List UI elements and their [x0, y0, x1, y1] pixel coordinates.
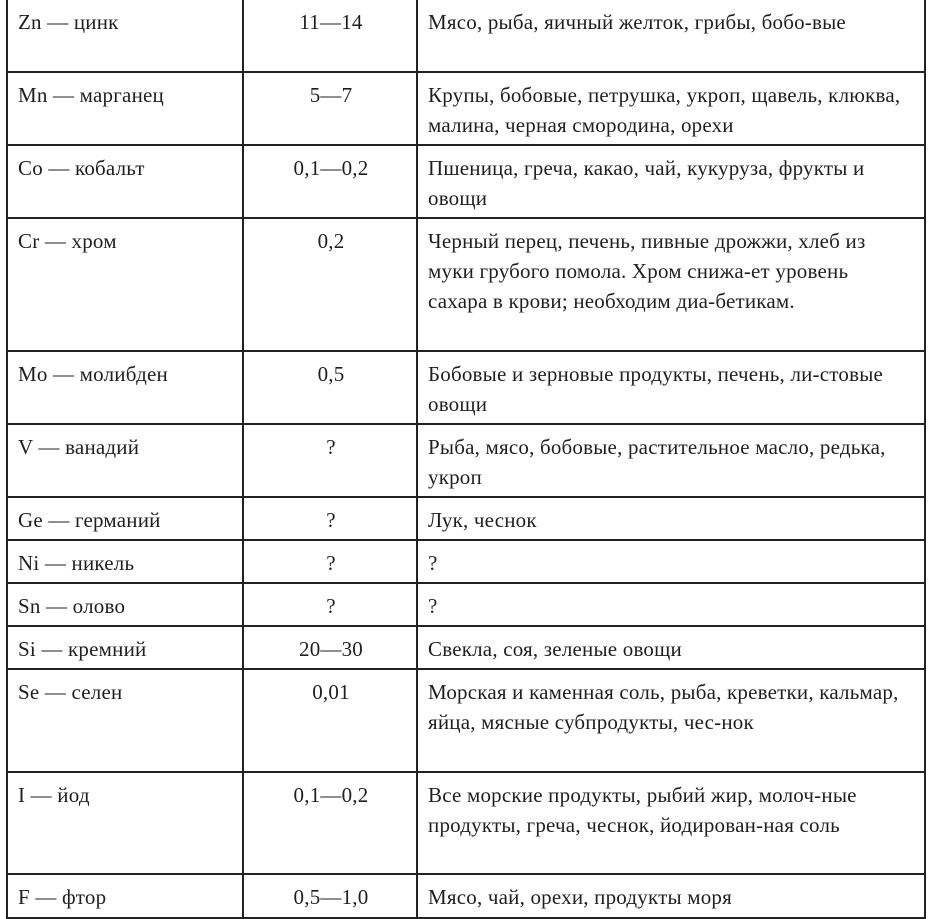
amount-cell: 0,1—0,2 — [243, 145, 417, 218]
table-row — [7, 772, 925, 874]
table-row — [7, 669, 925, 772]
sources-cell: ? — [417, 583, 925, 626]
sources-cell: Мясо, чай, орехи, продукты моря — [417, 874, 925, 918]
sources-cell: ? — [417, 540, 925, 583]
sources-cell: Лук, чеснок — [417, 497, 925, 540]
sources-cell: Пшеница, греча, какао, чай, кукуруза, фрукты и овощи — [417, 145, 925, 218]
sources-cell: Черный перец, печень, пивные дрожжи, хлеб из муки грубого помола. Хром снижа-ет уровень сахара в крови; необходим диа-бетикам. — [417, 218, 925, 351]
element-cell: Mn — марганец — [7, 72, 243, 145]
sources-cell: Свекла, соя, зеленые овощи — [417, 626, 925, 669]
amount-cell: 0,1—0,2 — [243, 772, 417, 874]
amount-cell: ? — [243, 540, 417, 583]
sources-cell: Крупы, бобовые, петрушка, укроп, щавель, клюква, малина, черная смородина, орехи — [417, 72, 925, 145]
table-row — [7, 626, 925, 669]
table-row — [7, 351, 925, 424]
sources-cell: Бобовые и зерновые продукты, печень, ли-стовые овощи — [417, 351, 925, 424]
element-cell: I — йод — [7, 772, 243, 874]
table-row — [7, 72, 925, 145]
table-row — [7, 145, 925, 218]
table-row — [7, 583, 925, 626]
table-row — [7, 424, 925, 497]
element-cell: Sn — олово — [7, 583, 243, 626]
amount-cell: ? — [243, 424, 417, 497]
element-cell: Mo — молибден — [7, 351, 243, 424]
amount-cell: 0,2 — [243, 218, 417, 351]
element-cell: Cr — хром — [7, 218, 243, 351]
amount-cell: 11—14 — [243, 0, 417, 72]
element-cell: Ge — германий — [7, 497, 243, 540]
amount-cell: ? — [243, 583, 417, 626]
element-cell: Ni — никель — [7, 540, 243, 583]
table-row — [7, 497, 925, 540]
sources-cell: Все морские продукты, рыбий жир, молоч-ные продукты, греча, чеснок, йодирован-ная соль — [417, 772, 925, 874]
sources-cell: Мясо, рыба, яичный желток, грибы, бобо-вые — [417, 0, 925, 72]
amount-cell: 0,5 — [243, 351, 417, 424]
amount-cell: ? — [243, 497, 417, 540]
amount-cell: 0,5—1,0 — [243, 874, 417, 918]
element-cell: Zn — цинк — [7, 0, 243, 72]
element-cell: V — ванадий — [7, 424, 243, 497]
table-row — [7, 874, 925, 918]
amount-cell: 0,01 — [243, 669, 417, 772]
element-cell: Co — кобальт — [7, 145, 243, 218]
sources-cell: Рыба, мясо, бобовые, растительное масло, редька, укроп — [417, 424, 925, 497]
table-row — [7, 0, 925, 72]
amount-cell: 5—7 — [243, 72, 417, 145]
micronutrients-table — [6, 0, 926, 919]
element-cell: Se — селен — [7, 669, 243, 772]
sources-cell: Морская и каменная соль, рыба, креветки, кальмар, яйца, мясные субпродукты, чес-нок — [417, 669, 925, 772]
element-cell: F — фтор — [7, 874, 243, 918]
amount-cell: 20—30 — [243, 626, 417, 669]
element-cell: Si — кремний — [7, 626, 243, 669]
table-row — [7, 218, 925, 351]
table-row — [7, 540, 925, 583]
